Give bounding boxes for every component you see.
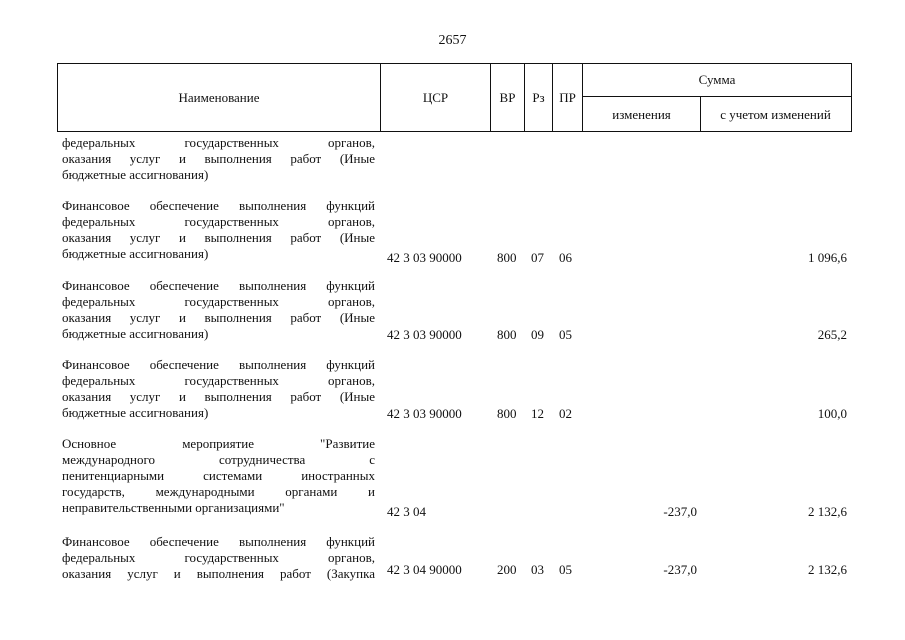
row-vr: 800	[497, 327, 517, 342]
row-name	[62, 198, 375, 262]
row-pr: 05	[559, 327, 572, 342]
row-name-line: федеральных государственных органов,	[62, 135, 375, 150]
row-name-line: Финансовое обеспечение выполнения функций	[62, 534, 375, 549]
row-pr: 06	[559, 250, 572, 265]
row-name-line: пенитенциарными системами иностранных	[62, 468, 375, 483]
row-name-line: оказания услуг и выполнения работ (Иные	[62, 151, 375, 166]
header-changes: изменения	[612, 106, 671, 122]
row-name	[62, 436, 375, 516]
row-rz: 09	[531, 327, 544, 342]
row-vr: 800	[497, 406, 517, 421]
row-change: -237,0	[663, 504, 697, 519]
header-divider-sum	[700, 96, 701, 132]
row-rz: 03	[531, 562, 544, 577]
header-vr: ВР	[499, 89, 516, 105]
row-csr: 42 3 04 90000	[387, 562, 462, 577]
row-name-line: государств, международными органами и	[62, 484, 375, 499]
header-summa: Сумма	[698, 72, 736, 87]
row-name-line: оказания услуг и выполнения работ (Иные	[62, 230, 375, 245]
row-name-line: неправительственными организациями"	[62, 500, 285, 515]
row-name-line: бюджетные ассигнования)	[62, 246, 209, 261]
row-rz: 12	[531, 406, 544, 421]
row-name-line: Финансовое обеспечение выполнения функций	[62, 198, 375, 213]
row-name-line: федеральных государственных органов,	[62, 550, 375, 565]
row-total: 1 096,6	[808, 250, 847, 265]
row-name-line: оказания услуг и выполнения работ (Иные	[62, 389, 375, 404]
row-name-line: Финансовое обеспечение выполнения функций	[62, 278, 375, 293]
row-name-line: оказания услуг и выполнения работ (Иные	[62, 310, 375, 325]
row-name	[62, 534, 375, 582]
row-rz: 07	[531, 250, 544, 265]
row-name-line: федеральных государственных органов,	[62, 214, 375, 229]
row-name	[62, 357, 375, 421]
row-vr: 200	[497, 562, 517, 577]
row-name-line: международного сотрудничества с	[62, 452, 375, 467]
row-pr: 02	[559, 406, 572, 421]
row-name-line: Основное мероприятие "Развитие	[62, 436, 375, 451]
header-border-right	[851, 63, 852, 132]
row-name-line: федеральных государственных органов,	[62, 373, 375, 388]
row-name-line: бюджетные ассигнования)	[62, 326, 209, 341]
row-csr: 42 3 03 90000	[387, 250, 462, 265]
header-with-changes: с учетом изменений	[720, 106, 831, 122]
row-name-line: бюджетные ассигнования)	[62, 167, 209, 182]
row-change: -237,0	[663, 562, 697, 577]
row-csr: 42 3 03 90000	[387, 406, 462, 421]
row-total: 100,0	[817, 406, 847, 421]
header-name: Наименование	[178, 89, 260, 105]
page-number: 2657	[438, 33, 467, 48]
row-name	[62, 135, 375, 183]
row-total: 265,2	[817, 327, 847, 342]
row-total: 2 132,6	[808, 504, 847, 519]
header-rz: Рз	[532, 89, 545, 105]
row-total: 2 132,6	[808, 562, 847, 577]
header-pr: ПР	[559, 89, 576, 105]
row-vr: 800	[497, 250, 517, 265]
row-csr: 42 3 03 90000	[387, 327, 462, 342]
row-name-line: оказания услуг и выполнения работ (Закупка	[62, 566, 375, 581]
row-name	[62, 278, 375, 342]
row-name-line: Финансовое обеспечение выполнения функций	[62, 357, 375, 372]
row-pr: 05	[559, 562, 572, 577]
row-name-line: бюджетные ассигнования)	[62, 405, 209, 420]
row-name-line: федеральных государственных органов,	[62, 294, 375, 309]
row-csr: 42 3 04	[387, 504, 426, 519]
header-csr: ЦСР	[422, 89, 449, 105]
